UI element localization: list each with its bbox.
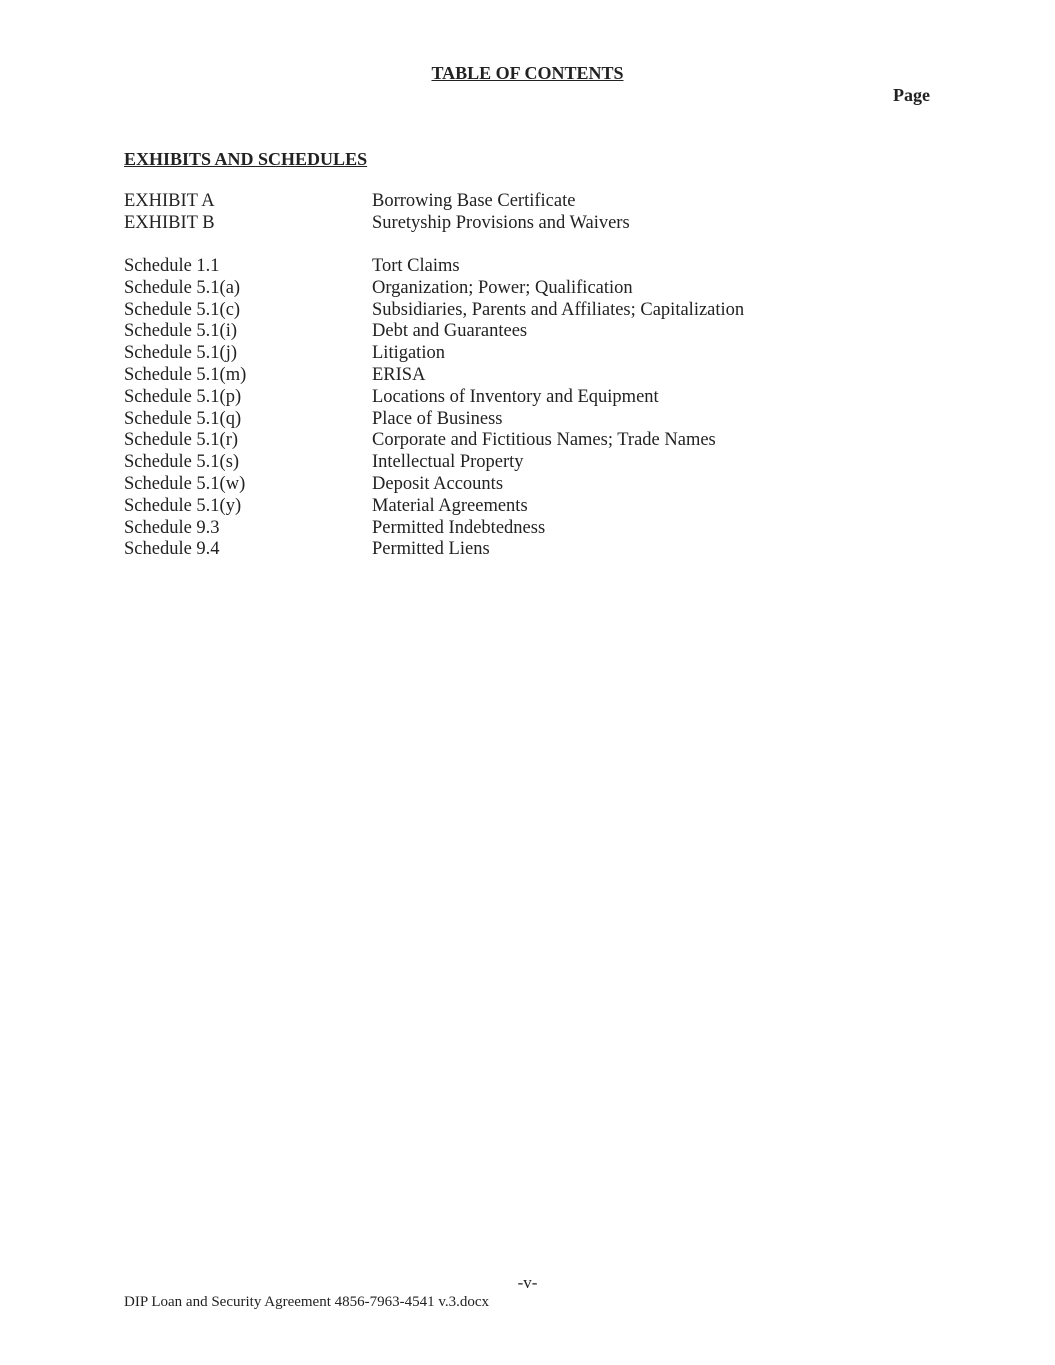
schedule-label: Schedule 9.3 (124, 517, 220, 538)
exhibit-label: EXHIBIT B (124, 212, 215, 233)
toc-row (124, 539, 924, 561)
schedule-description: Subsidiaries, Parents and Affiliates; Capitalization (372, 299, 745, 320)
schedule-description: Debt and Guarantees (372, 321, 528, 342)
exhibit-description: Suretyship Provisions and Waivers (372, 212, 630, 233)
schedule-description: Intellectual Property (372, 452, 524, 473)
toc-row (124, 452, 924, 474)
exhibits-list (124, 191, 924, 235)
schedule-description: ERISA (372, 364, 426, 385)
toc-row (124, 300, 924, 322)
footer-document-name: DIP Loan and Security Agreement 4856-7963-4541 v.3.docx (124, 1294, 490, 1310)
schedule-label: Schedule 5.1(q) (124, 408, 242, 429)
schedule-label: Schedule 5.1(w) (124, 473, 246, 494)
toc-row (124, 430, 924, 452)
toc-row (124, 518, 924, 540)
schedule-description: Place of Business (372, 408, 503, 429)
toc-row (124, 278, 924, 300)
schedules-list (124, 256, 924, 561)
schedule-description: Corporate and Fictitious Names; Trade Names (372, 430, 716, 451)
exhibit-description: Borrowing Base Certificate (372, 191, 576, 211)
toc-row (124, 365, 924, 387)
toc-row (124, 256, 924, 278)
schedule-label: Schedule 9.4 (124, 539, 220, 560)
toc-title: TABLE OF CONTENTS (431, 63, 624, 83)
schedule-label: Schedule 5.1(i) (124, 321, 238, 342)
page-number: -v- (517, 1273, 538, 1292)
schedule-label: Schedule 5.1(c) (124, 299, 241, 320)
schedule-description: Deposit Accounts (372, 473, 504, 494)
toc-row (124, 496, 924, 518)
exhibit-label: EXHIBIT A (124, 191, 215, 211)
schedule-description: Organization; Power; Qualification (372, 277, 633, 298)
schedule-description: Permitted Indebtedness (372, 517, 546, 538)
page-column-heading: Page (893, 85, 930, 105)
schedule-description: Material Agreements (372, 495, 528, 516)
schedule-description: Locations of Inventory and Equipment (372, 386, 659, 407)
schedule-label: Schedule 5.1(m) (124, 364, 247, 385)
toc-row (124, 321, 924, 343)
schedule-label: Schedule 5.1(p) (124, 386, 242, 407)
toc-row (124, 409, 924, 431)
schedule-description: Litigation (372, 343, 445, 364)
toc-row (124, 191, 924, 213)
schedule-label: Schedule 5.1(s) (124, 452, 240, 473)
section-heading: EXHIBITS AND SCHEDULES (124, 149, 368, 169)
schedule-label: Schedule 5.1(r) (124, 430, 239, 451)
toc-row (124, 213, 924, 235)
schedule-description: Permitted Liens (372, 539, 490, 560)
schedule-label: Schedule 1.1 (124, 256, 220, 276)
schedule-label: Schedule 5.1(j) (124, 343, 238, 364)
schedule-label: Schedule 5.1(y) (124, 495, 242, 516)
toc-row (124, 343, 924, 365)
schedule-description: Tort Claims (372, 256, 460, 276)
toc-row (124, 474, 924, 496)
schedule-label: Schedule 5.1(a) (124, 277, 241, 298)
toc-row (124, 387, 924, 409)
